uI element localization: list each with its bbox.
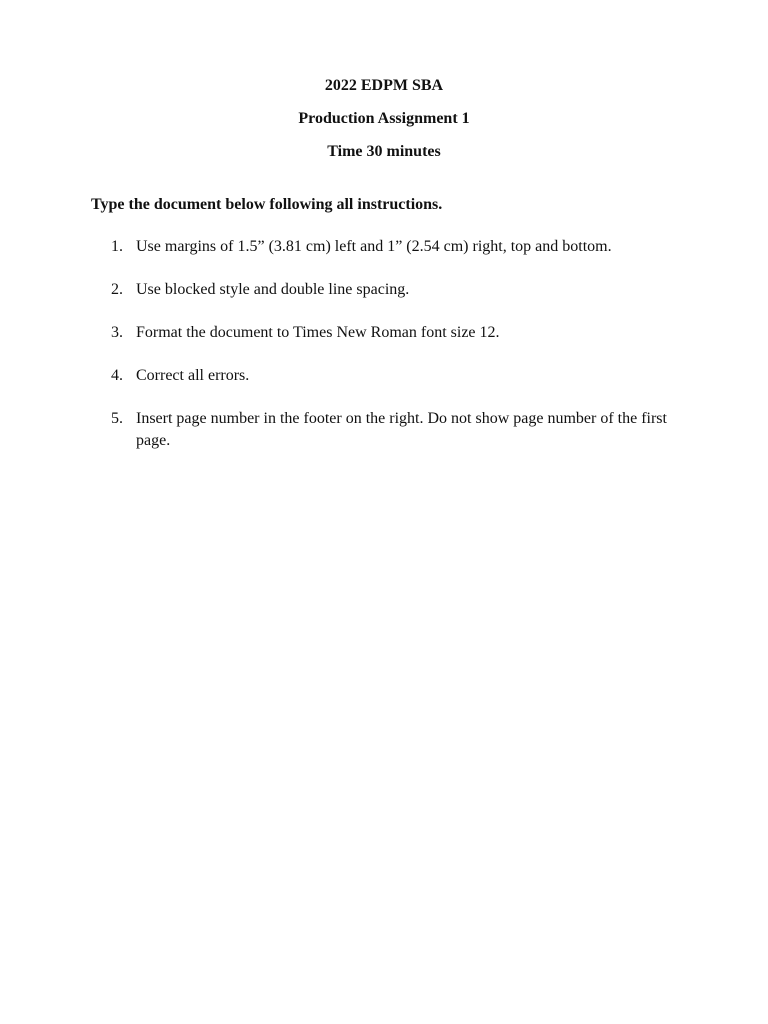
assignment-title: Production Assignment 1 [298, 110, 470, 127]
document-title: 2022 EDPM SBA [324, 77, 444, 94]
list-item-text: Use margins of 1.5” (3.81 cm) left and 1” (2.54 cm) right, top and bottom. [136, 238, 612, 255]
list-item-number: 1. [111, 238, 123, 255]
list-item-text: Correct all errors. [136, 367, 250, 384]
list-item-number: 4. [111, 367, 123, 384]
list-item-number: 5. [111, 410, 123, 427]
list-item-text: Format the document to Times New Roman font size 12. [136, 324, 500, 341]
list-item-number: 3. [111, 324, 123, 341]
instruction-heading: Type the document below following all instructions. [91, 196, 443, 213]
time-limit: Time 30 minutes [327, 143, 441, 160]
list-item-text: Insert page number in the footer on the right. Do not show page number of the first page. [136, 410, 667, 449]
list-item-text: Use blocked style and double line spacing. [136, 281, 410, 298]
list-item-number: 2. [111, 281, 123, 298]
